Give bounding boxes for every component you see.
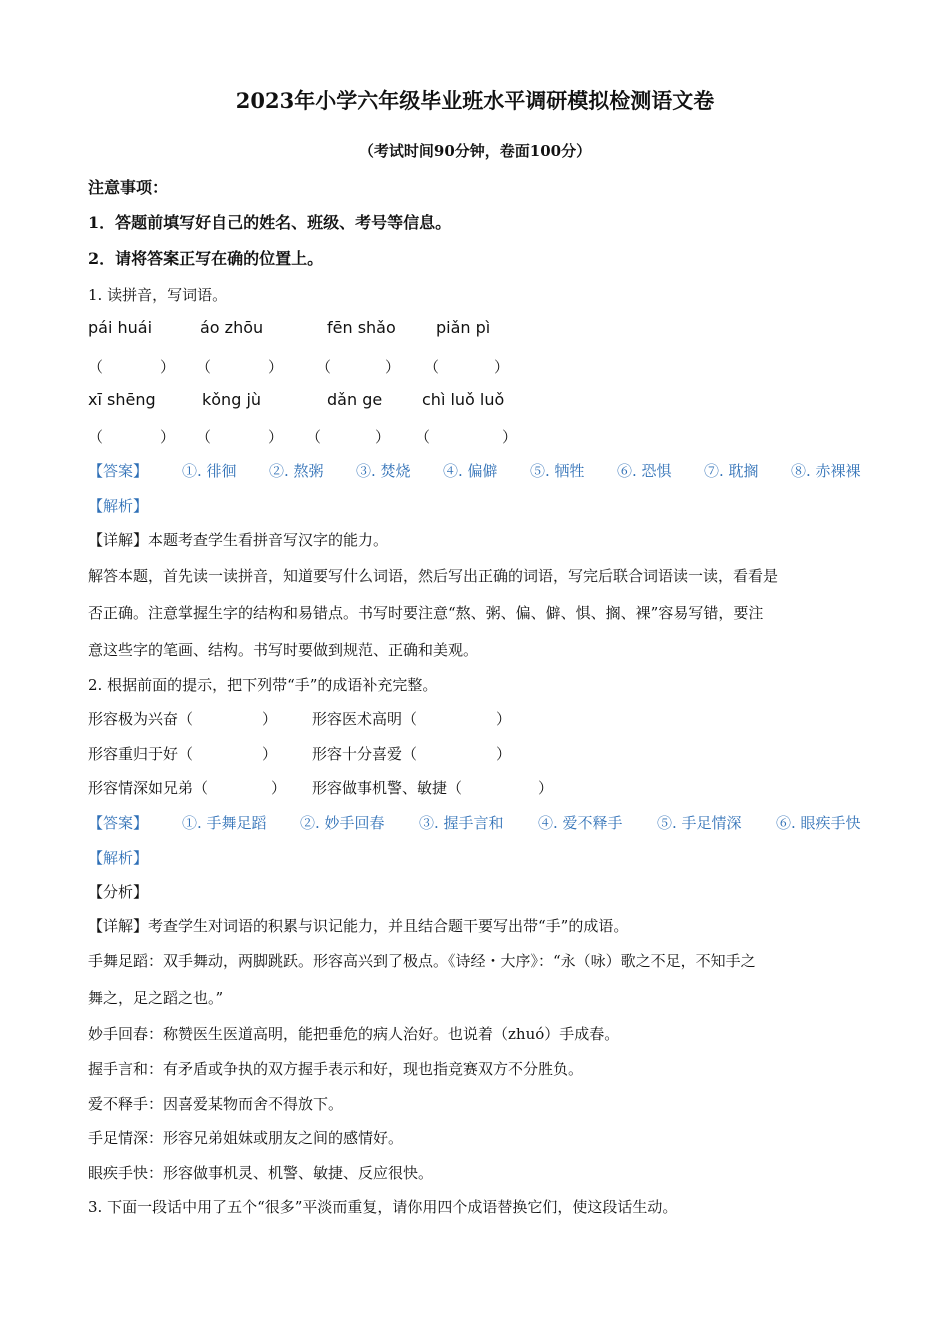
blank-open: （: [415, 428, 431, 446]
q2-detail-line: 手足情深：形容兄弟姐妹或朋友之间的感情好。: [88, 1129, 404, 1147]
blank-close: ）: [502, 428, 518, 446]
answer-item: ⑧. 赤裸裸: [791, 462, 861, 480]
q2-detail-line: 妙手回春：称赞医生医道高明，能把垂危的病人治好。也说着（zhuó）手成春。: [88, 1025, 620, 1043]
blank-close: ）: [538, 779, 554, 797]
q2-hint: 形容极为兴奋（: [88, 710, 194, 728]
blank-close: ）: [385, 358, 401, 376]
notice-heading: 注意事项：: [88, 178, 169, 197]
blank-close: ）: [160, 358, 176, 376]
blank-close: ）: [494, 358, 510, 376]
q1-pinyin-8: chì luǒ luǒ: [422, 390, 505, 409]
analysis-sub-label: 【分析】: [88, 883, 149, 901]
blank-close: ）: [496, 710, 512, 728]
answer-item: ⑤. 手足情深: [657, 814, 742, 832]
blank-close: ）: [268, 428, 284, 446]
blank-close: ）: [268, 358, 284, 376]
q2-hint: 形容做事机警、敏捷（: [312, 779, 463, 797]
q2-prompt: 2. 根据前面的提示，把下列带“手”的成语补充完整。: [88, 676, 438, 694]
blank-close: ）: [496, 745, 512, 763]
q2-detail-line: 【详解】考查学生对词语的积累与识记能力，并且结合题干要写出带“手”的成语。: [88, 917, 629, 935]
q1-pinyin-7: dǎn ge: [327, 390, 383, 409]
answer-item: ③. 焚烧: [356, 462, 411, 480]
answer-item: ⑤. 牺牲: [530, 462, 585, 480]
q1-pinyin-6: kǒng jù: [202, 390, 262, 409]
blank-open: （: [88, 358, 104, 376]
q2-detail-line: 手舞足蹈：双手舞动，两脚跳跃。形容高兴到了极点。《诗经・大序》：“永（咏）歌之不足，不知手之: [88, 952, 756, 970]
answer-item: ④. 爱不释手: [538, 814, 623, 832]
answer-label: 【答案】: [88, 814, 149, 832]
answer-item: ④. 偏僻: [443, 462, 498, 480]
q2-detail-line: 爱不释手：因喜爱某物而舍不得放下。: [88, 1095, 344, 1113]
q2-hint: 形容情深如兄弟（: [88, 779, 209, 797]
q2-hint: 形容医术高明（: [312, 710, 418, 728]
q3-prompt: 3. 下面一段话中用了五个“很多”平淡而重复，请你用四个成语替换它们，使这段话生动。: [88, 1198, 678, 1216]
blank-close: ）: [375, 428, 391, 446]
answer-item: ⑥. 眼疾手快: [776, 814, 861, 832]
notice-item-1: 1．答题前填写好自己的姓名、班级、考号等信息。: [88, 213, 452, 232]
blank-open: （: [306, 428, 322, 446]
analysis-label: 【解析】: [88, 849, 149, 867]
analysis-label: 【解析】: [88, 497, 149, 515]
q2-hint: 形容十分喜爱（: [312, 745, 418, 763]
answer-item: ②. 妙手回春: [300, 814, 385, 832]
answer-item: ⑥. 恐惧: [617, 462, 672, 480]
q2-detail-line: 舞之，足之蹈之也。”: [88, 989, 224, 1007]
blank-open: （: [424, 358, 440, 376]
answer-item: ③. 握手言和: [419, 814, 504, 832]
q2-detail-line: 眼疾手快：形容做事机灵、机警、敏捷、反应很快。: [88, 1164, 434, 1182]
answer-item: ⑦. 耽搁: [704, 462, 759, 480]
blank-close: ）: [160, 428, 176, 446]
q1-pinyin-4: piǎn pì: [436, 318, 491, 337]
q1-detail-line: 否正确。注意掌握生字的结构和易错点。书写时要注意“熬、粥、偏、僻、惧、搁、裸”容易写错，要注: [88, 604, 764, 622]
blank-open: （: [316, 358, 332, 376]
blank-close: ）: [262, 710, 278, 728]
q1-pinyin-5: xī shēng: [88, 390, 156, 409]
blank-open: （: [88, 428, 104, 446]
answer-item: ②. 熬粥: [269, 462, 324, 480]
q1-pinyin-3: fēn shǎo: [327, 318, 396, 337]
q1-prompt: 1. 读拼音，写词语。: [88, 286, 228, 304]
answer-item: ①. 徘徊: [182, 462, 237, 480]
q1-detail-line: 解答本题，首先读一读拼音，知道要写什么词语，然后写出正确的词语，写完后联合词语读一读，看看是: [88, 567, 779, 585]
blank-open: （: [196, 428, 212, 446]
blank-close: ）: [262, 745, 278, 763]
answer-item: ①. 手舞足蹈: [182, 814, 267, 832]
q1-pinyin-1: pái huái: [88, 318, 153, 337]
q2-hint: 形容重归于好（: [88, 745, 194, 763]
answer-label: 【答案】: [88, 462, 149, 480]
q1-pinyin-2: áo zhōu: [200, 318, 264, 337]
q2-detail-line: 握手言和：有矛盾或争执的双方握手表示和好，现也指竞赛双方不分胜负。: [88, 1060, 584, 1078]
exam-subtitle: （考试时间90分钟，卷面100分）: [358, 142, 592, 160]
notice-item-2: 2．请将答案正写在确的位置上。: [88, 249, 324, 268]
blank-open: （: [196, 358, 212, 376]
page-title: 2023年小学六年级毕业班水平调研模拟检测语文卷: [235, 88, 715, 113]
blank-close: ）: [271, 779, 287, 797]
q1-detail-line: 【详解】本题考查学生看拼音写汉字的能力。: [88, 531, 389, 549]
q1-detail-line: 意这些字的笔画、结构。书写时要做到规范、正确和美观。: [88, 641, 479, 659]
